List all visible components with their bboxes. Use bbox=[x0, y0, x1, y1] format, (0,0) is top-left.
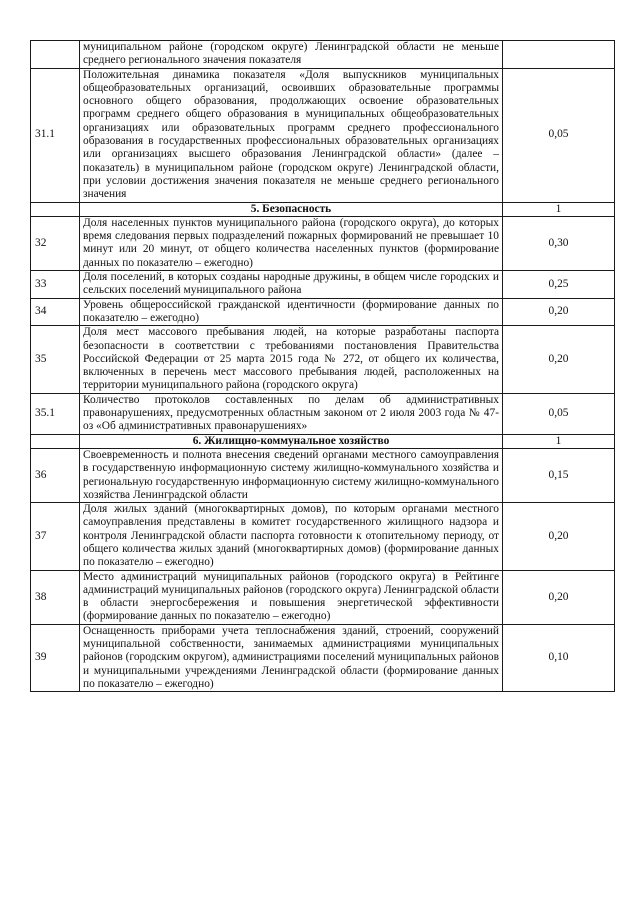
table-row bbox=[31, 216, 615, 270]
indicator-text: Доля жилых зданий (многоквартирных домов), по которым органами местного самоуправления представлены в комитет государственного жилищного надзора и контроля Ленинградской области паспорта готовности к отопительному периоду, от общего количества жилых зданий (многоквартирных домов) (формирование данных по показателю – ежегодно) bbox=[80, 503, 503, 570]
indicator-text: Оснащенность приборами учета теплоснабжения зданий, строений, сооружений муниципальной собственности, занимаемых администрациями муниципальных районов (городским округом), администрациями поселений муниципальных районов и муниципальными учреждениями Ленинградской области (формирование данных по показателю – ежегодно) bbox=[80, 624, 503, 691]
section-row bbox=[31, 202, 615, 216]
table-row bbox=[31, 503, 615, 570]
row-number: 37 bbox=[31, 503, 80, 570]
indicator-text: Количество протоколов составленных по делам об административных правонарушениях, предусмотренных областным законом от 2 июля 2003 года № 47-оз «Об административных правонарушениях» bbox=[80, 393, 503, 434]
indicators-table bbox=[30, 40, 615, 692]
table-row bbox=[31, 298, 615, 326]
row-number: 35 bbox=[31, 326, 80, 393]
row-number bbox=[31, 41, 80, 69]
table-row bbox=[31, 393, 615, 434]
table-row bbox=[31, 68, 615, 202]
indicator-text: Положительная динамика показателя «Доля выпускников муниципальных общеобразовательных организаций, освоивших образовательные программы основного общего образования, продолжающих освоение образовательных программ среднего общего образования в муниципальных общеобразовательных организациях или образовательных программ среднего профессионального образования в государственных профессиональных образовательных организациях или организациях высшего образования Ленинградской области» (далее – показатель) в муниципальном районе (городском округе) Ленинградской области, при условии достижения значения показателя не меньше среднего регионального значения bbox=[80, 68, 503, 202]
section-weight: 1 bbox=[503, 434, 615, 448]
indicator-weight: 0,20 bbox=[503, 570, 615, 624]
indicator-text: Место администраций муниципальных районов (городского округа) в Рейтинге администраций муниципальных районов (городского округа) Ленинградской области в области энергосбережения и повышения энергетической эффективности (формирование данных по показателю – ежегодно) bbox=[80, 570, 503, 624]
row-number: 33 bbox=[31, 271, 80, 299]
indicator-weight: 0,10 bbox=[503, 624, 615, 691]
indicator-weight: 0,15 bbox=[503, 448, 615, 502]
indicator-text: Доля мест массового пребывания людей, на которые разработаны паспорта безопасности в соответствии с требованиями постановления Правительства Российской Федерации от 25 марта 2015 года № 272, от общего их количества, включенных в перечень мест массового пребывания людей, расположенных на территории муниципального района (городского округа) bbox=[80, 326, 503, 393]
indicator-text: Доля поселений, в которых созданы народные дружины, в общем числе городских и сельских поселений муниципального района bbox=[80, 271, 503, 299]
indicator-text: Своевременность и полнота внесения сведений органами местного самоуправления в государственную информационную систему жилищно-коммунального хозяйства и региональную государственную информационную систему жилищно-коммунального хозяйства Ленинградской области bbox=[80, 448, 503, 502]
section-number-cell bbox=[31, 434, 80, 448]
table-row bbox=[31, 624, 615, 691]
table-row bbox=[31, 41, 615, 69]
indicator-weight: 0,20 bbox=[503, 503, 615, 570]
section-title: 5. Безопасность bbox=[80, 202, 503, 216]
indicator-weight: 0,20 bbox=[503, 298, 615, 326]
indicator-weight bbox=[503, 41, 615, 69]
indicator-weight: 0,30 bbox=[503, 216, 615, 270]
section-title: 6. Жилищно-коммунальное хозяйство bbox=[80, 434, 503, 448]
table-row bbox=[31, 570, 615, 624]
section-number-cell bbox=[31, 202, 80, 216]
indicator-weight: 0,05 bbox=[503, 68, 615, 202]
table-row bbox=[31, 448, 615, 502]
row-number: 39 bbox=[31, 624, 80, 691]
row-number: 31.1 bbox=[31, 68, 80, 202]
row-number: 36 bbox=[31, 448, 80, 502]
indicator-text: Уровень общероссийской гражданской идентичности (формирование данных по показателю – ежегодно) bbox=[80, 298, 503, 326]
row-number: 34 bbox=[31, 298, 80, 326]
row-number: 32 bbox=[31, 216, 80, 270]
table-row bbox=[31, 271, 615, 299]
table-row bbox=[31, 326, 615, 393]
indicator-weight: 0,25 bbox=[503, 271, 615, 299]
indicator-text: Доля населенных пунктов муниципального района (городского округа), до которых время следования первых подразделений пожарных формирований не превышает 10 минут или 20 минут, от общего количества населенных пунктов (формирование данных по показателю – ежегодно) bbox=[80, 216, 503, 270]
row-number: 38 bbox=[31, 570, 80, 624]
indicator-weight: 0,05 bbox=[503, 393, 615, 434]
document-page bbox=[30, 40, 614, 692]
section-weight: 1 bbox=[503, 202, 615, 216]
row-number: 35.1 bbox=[31, 393, 80, 434]
indicator-weight: 0,20 bbox=[503, 326, 615, 393]
section-row bbox=[31, 434, 615, 448]
indicator-text: муниципальном районе (городском округе) Ленинградской области не меньше среднего регионального значения показателя bbox=[80, 41, 503, 69]
